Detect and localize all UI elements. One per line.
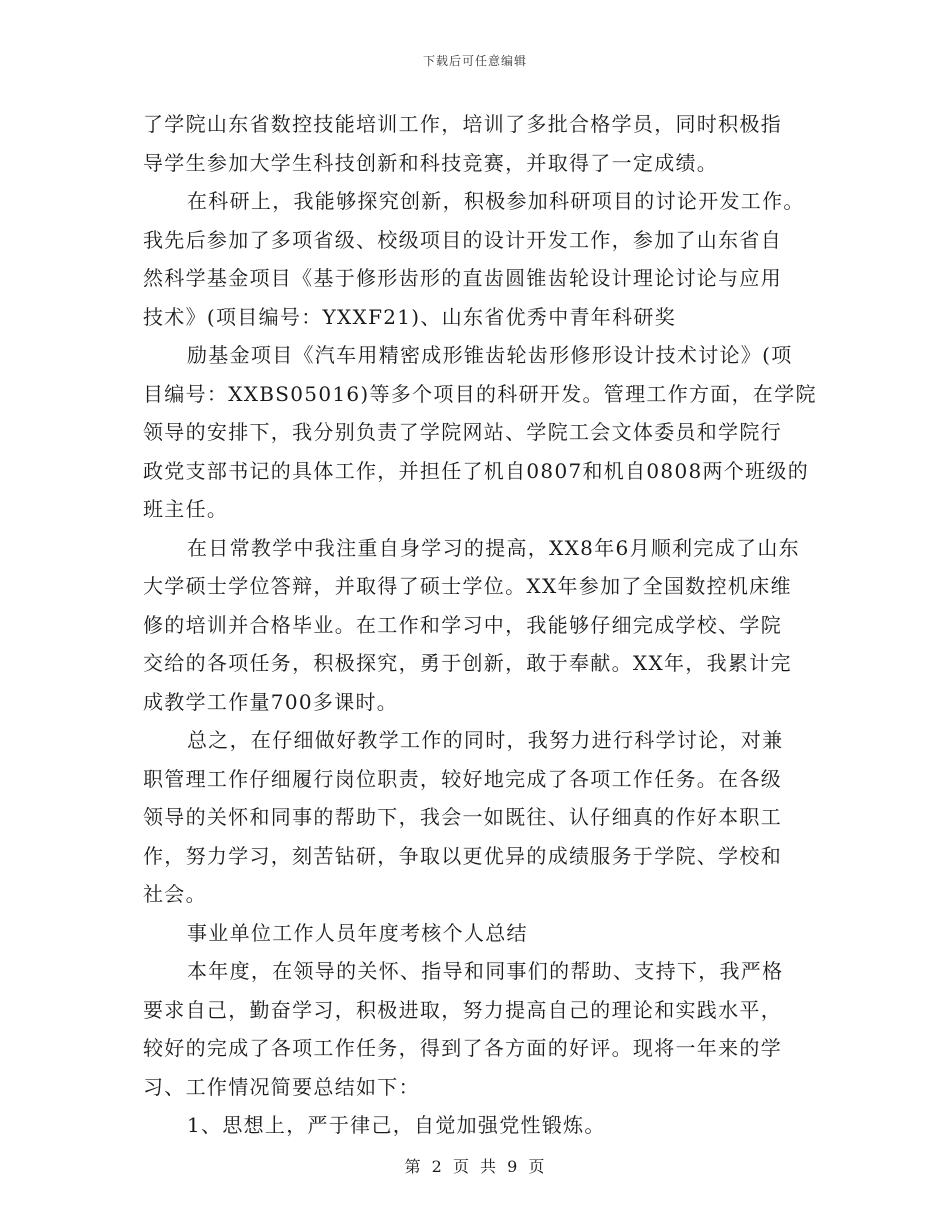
text-line: 社会。 [143,882,207,906]
text-line: 成教学工作量700多课时。 [143,689,399,714]
section-title: 事业单位工作人员年度考核个人总结 [187,920,528,945]
page-number-footer: 第 2 页 共 9 页 [404,1157,546,1176]
text-line: 职管理工作仔细履行岗位职责，较好地完成了各项工作任务。在各级 [143,766,782,791]
text-line: 了学院山东省数控技能培训工作，培训了多批合格学员，同时积极指 [143,112,782,136]
text-line: 大学硕士学位答辩，并取得了硕士学位。XX年参加了全国数控机床维 [143,574,792,598]
text-line: 在日常教学中我注重自身学习的提高，XX8年6月顺利完成了山东 [187,535,800,560]
text-line: 政党支部书记的具体工作，并担任了机自0807和机自0808两个班级的 [143,458,809,483]
text-line: 导学生参加大学生科技创新和科技竞赛，并取得了一定成绩。 [143,150,719,175]
text-line: 修的培训并合格毕业。在工作和学习中，我能够仔细完成学校、学院 [143,612,782,637]
text-line: 习、工作情况简要总结如下： [143,1074,420,1099]
text-line: 1、思想上，严于律己，自觉加强党性锻炼。 [187,1113,606,1137]
page-header: 下载后可任意编辑 [422,54,527,68]
text-line: 目编号：XXBS05016)等多个项目的科研开发。管理工作方面，在学院 [143,381,817,406]
text-line: 领导的关怀和同事的帮助下，我会一如既往、认仔细真的作好本职工 [143,805,782,829]
document-body [143,105,817,1145]
text-line: 班主任。 [143,497,229,521]
text-line: 作，努力学习，刻苦钻研，争取以更优异的成绩服务于学院、学校和 [143,843,782,868]
text-line: 较好的完成了各项工作任务，得到了各方面的好评。现将一年来的学 [143,1036,782,1060]
text-line: 总之，在仔细做好教学工作的同时，我努力进行科学讨论，对兼 [187,728,784,752]
text-line: 要求自己，勤奋学习，积极进取，努力提高自己的理论和实践水平， [143,997,782,1022]
text-line: 然科学基金项目《基于修形齿形的直齿圆锥齿轮设计理论讨论与应用 [143,266,782,290]
text-line: 本年度，在领导的关怀、指导和同事们的帮助、支持下，我严格 [187,959,784,983]
text-line: 交给的各项任务，积极探究，勇于创新，敢于奉献。XX年，我累计完 [143,651,792,675]
text-line: 我先后参加了多项省级、校级项目的设计开发工作，参加了山东省自 [143,227,782,252]
text-line: 技术》(项目编号：YXXF21)、山东省优秀中青年科研奖 [143,304,677,329]
text-line: 励基金项目《汽车用精密成形锥齿轮齿形修形设计技术讨论》(项 [187,343,793,367]
text-line: 在科研上，我能够探究创新，积极参加科研项目的讨论开发工作。 [187,189,805,213]
text-line: 领导的安排下，我分别负责了学院网站、学院工会文体委员和学院行 [143,420,782,444]
